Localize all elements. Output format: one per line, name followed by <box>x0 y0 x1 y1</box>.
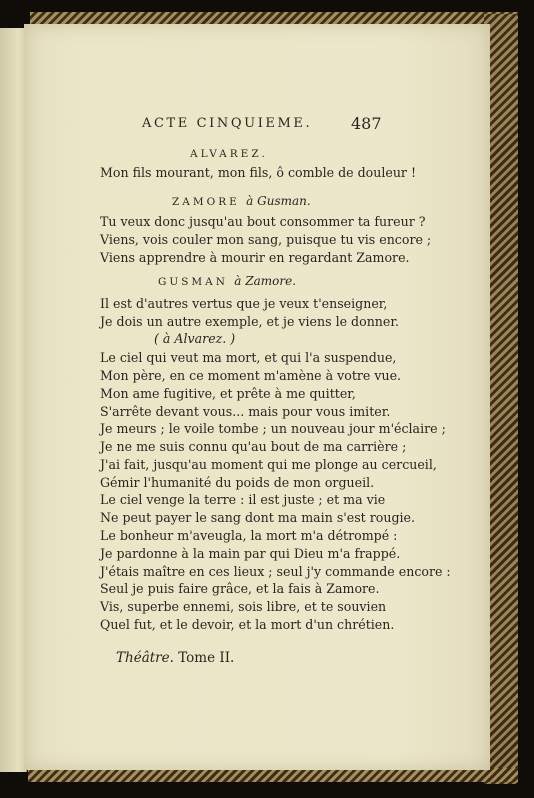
binding-edge-bottom <box>28 768 518 782</box>
running-head: ACTE CINQUIEME. <box>142 116 313 131</box>
page-number: 487 <box>351 114 382 133</box>
speaker-name: GUSMAN <box>158 276 228 288</box>
stage-direction: à Zamore. <box>234 274 297 288</box>
verse-line: Je meurs ; le voile tombe ; un nouveau jour m'éclaire ; <box>100 421 446 436</box>
signature-title: Théâtre. <box>116 650 174 666</box>
book-page <box>24 24 490 770</box>
verse-line: Mon ame fugitive, et prête à me quitter, <box>100 386 356 401</box>
speaker-alvarez: ALVAREZ. <box>190 148 268 160</box>
verse-line: Je ne me suis connu qu'au bout de ma carrière ; <box>100 439 407 454</box>
stage-direction: ( à Alvarez. ) <box>154 331 236 346</box>
speaker-zamore <box>172 194 311 208</box>
verse-line: Viens, vois couler mon sang, puisque tu vis encore ; <box>100 232 432 247</box>
speaker-gusman <box>158 274 296 288</box>
verse-line: Tu veux donc jusqu'au bout consommer ta fureur ? <box>100 214 426 229</box>
page-text <box>24 24 490 770</box>
verse-line: Je dois un autre exemple, et je viens le donner. <box>100 314 400 329</box>
verse-line: Le ciel qui veut ma mort, et qui l'a suspendue, <box>100 350 397 365</box>
verse-line: S'arrête devant vous... mais pour vous imiter. <box>100 404 391 419</box>
verse-line: Je pardonne à la main par qui Dieu m'a frappé. <box>100 546 401 561</box>
verse-line: Quel fut, et le devoir, et la mort d'un chrétien. <box>100 617 395 632</box>
verse-line: Viens apprendre à mourir en regardant Zamore. <box>100 250 410 265</box>
signature-line <box>116 650 234 666</box>
verse-line: Vis, superbe ennemi, sois libre, et te souvien <box>100 599 387 614</box>
signature-volume: Tome II. <box>178 650 235 666</box>
verse-line: J'étais maître en ces lieux ; seul j'y commande encore : <box>100 564 451 579</box>
verse-line: Seul je puis faire grâce, et la fais à Zamore. <box>100 581 380 596</box>
verse-line: J'ai fait, jusqu'au moment qui me plonge au cercueil, <box>100 457 437 472</box>
verse-line: Gémir l'humanité du poids de mon orgueil. <box>100 475 375 490</box>
verse-line: Mon père, en ce moment m'amène à votre vue. <box>100 368 402 383</box>
verse-line: Ne peut payer le sang dont ma main s'est rougie. <box>100 510 415 525</box>
verse-line: Mon fils mourant, mon fils, ô comble de douleur ! <box>100 165 417 180</box>
verse-line: Il est d'autres vertus que je veux t'enseigner, <box>100 296 388 311</box>
stage-direction: à Gusman. <box>246 194 311 208</box>
left-page-edge <box>0 28 27 772</box>
verse-line: Le ciel venge la terre : il est juste ; et ma vie <box>100 492 386 507</box>
verse-line: Le bonheur m'aveugla, la mort m'a détrompé : <box>100 528 398 543</box>
speaker-name: ZAMORE <box>172 196 240 208</box>
